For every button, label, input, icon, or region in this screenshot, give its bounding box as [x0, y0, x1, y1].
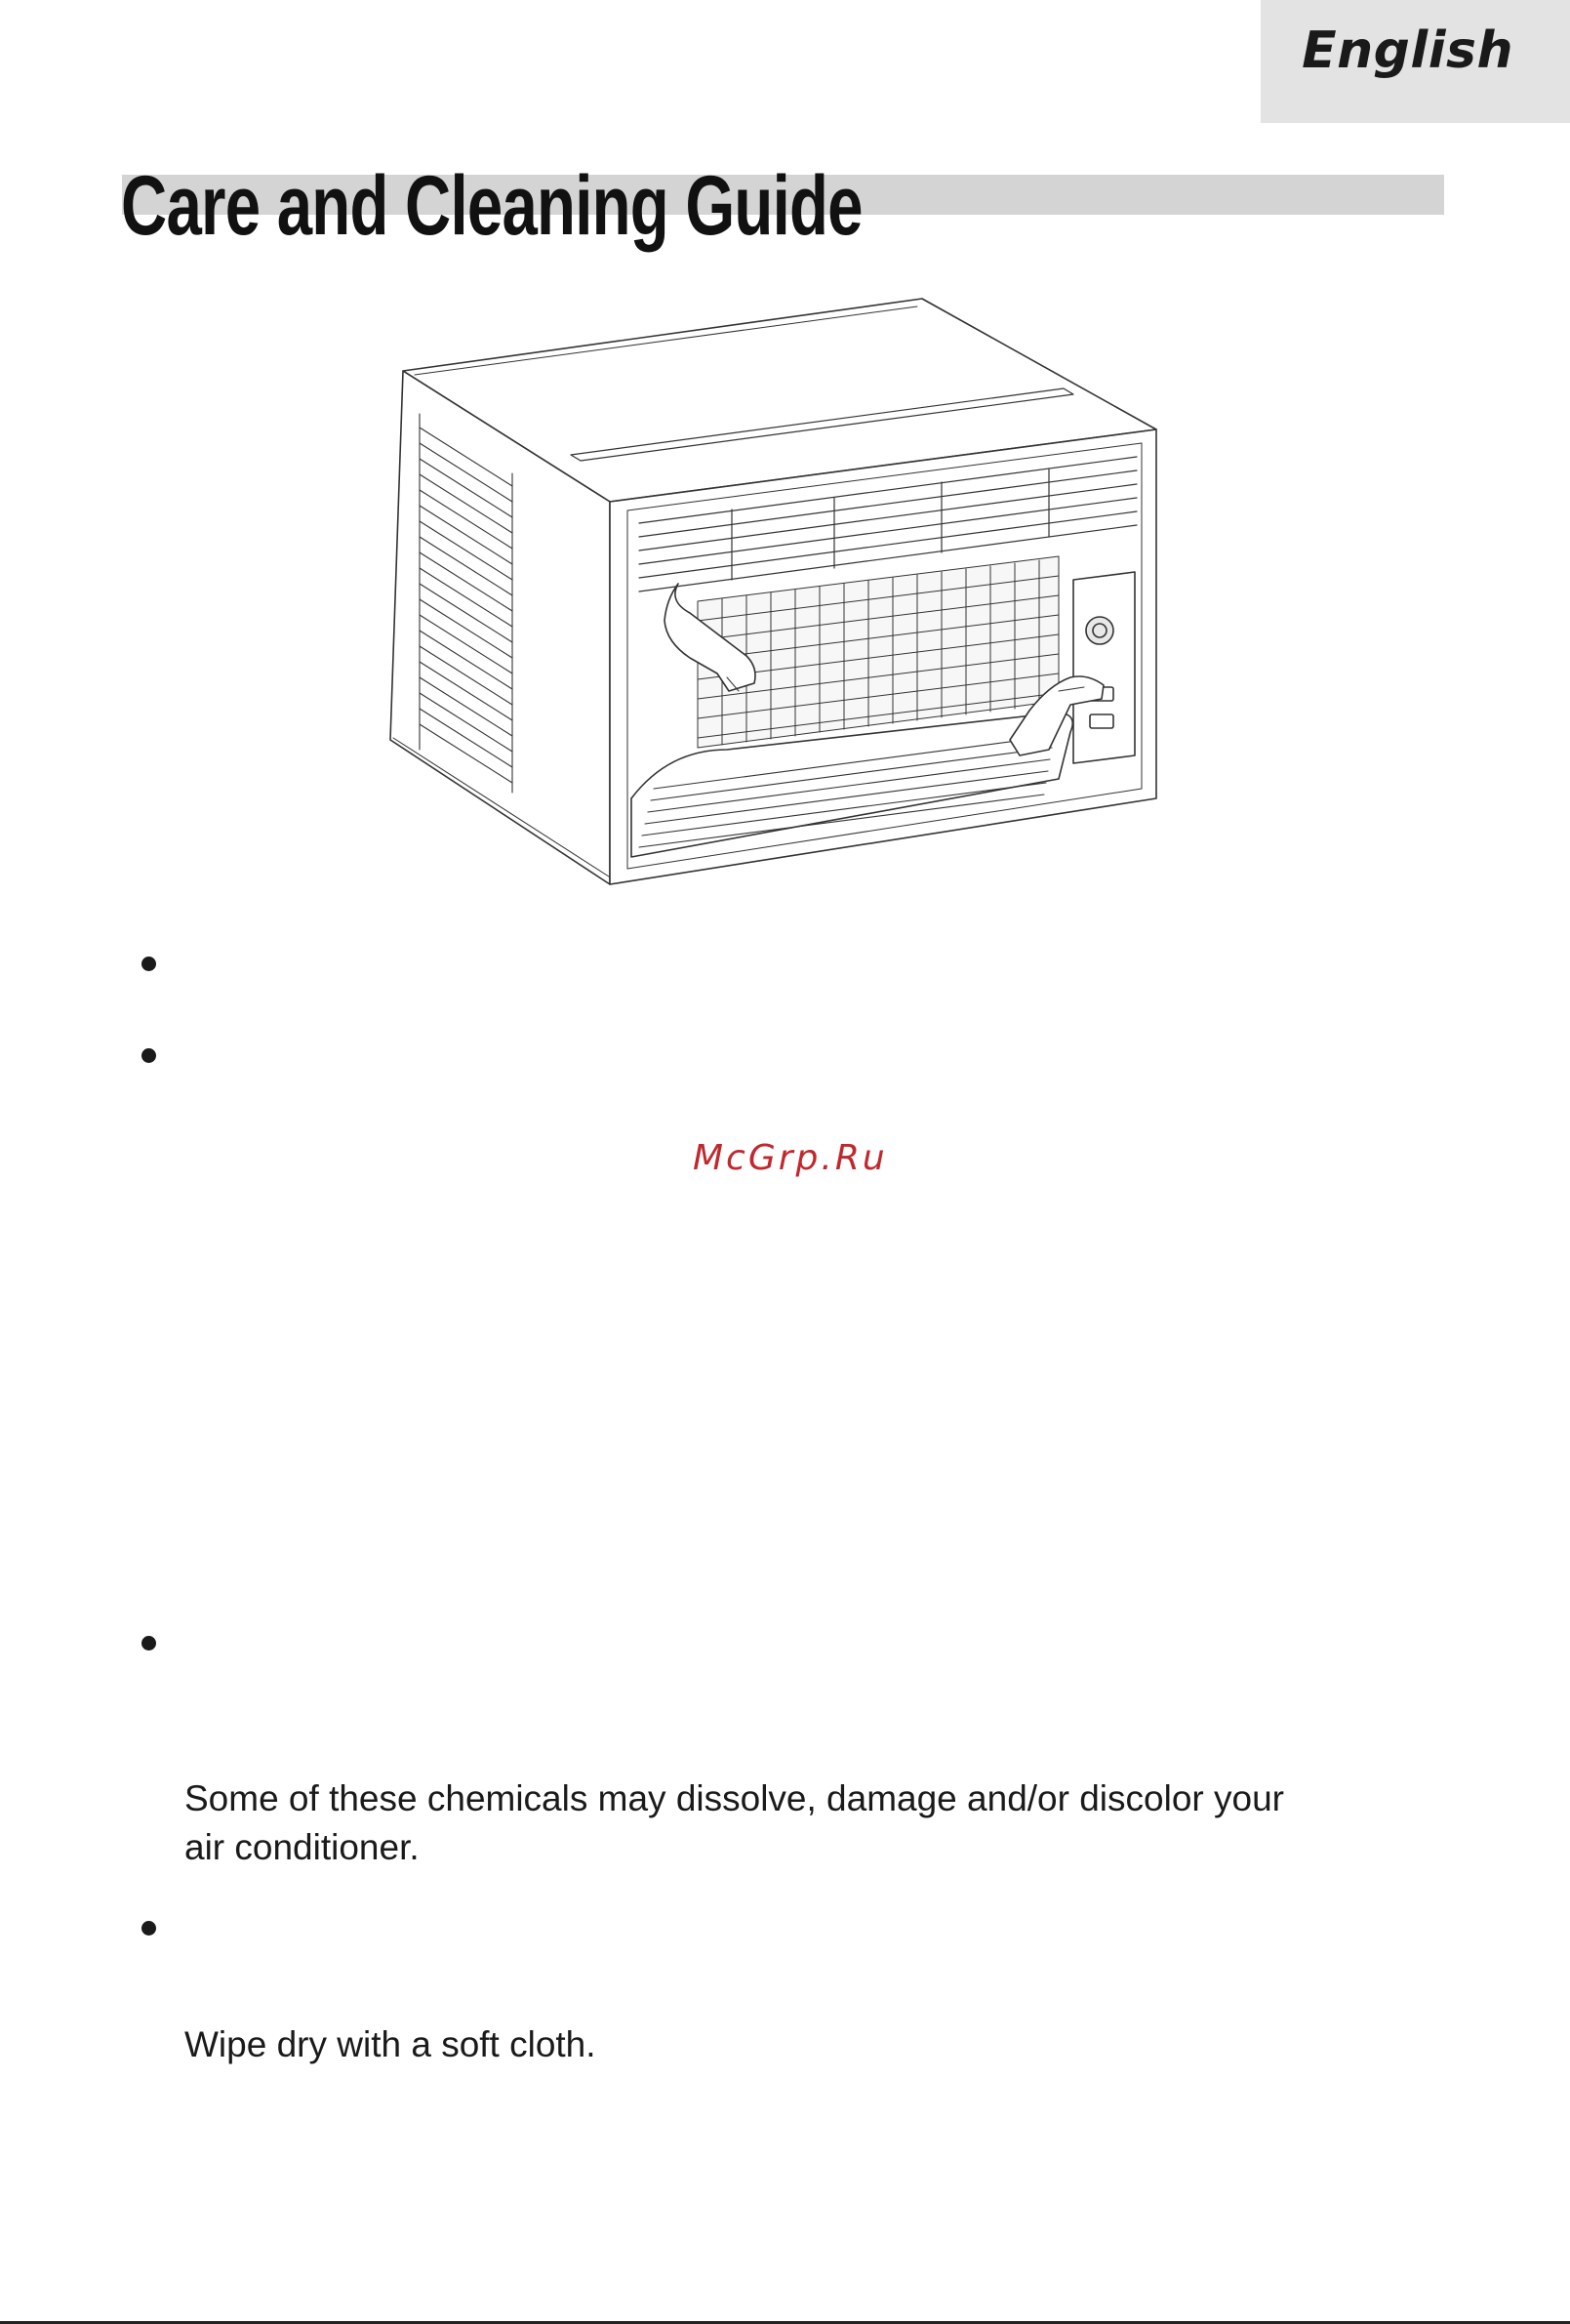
page-title: Care and Cleaning Guide	[121, 159, 863, 253]
bullet-marker	[141, 1921, 156, 1936]
control-knob	[1086, 617, 1113, 644]
language-tab	[1261, 0, 1570, 123]
note-line: Some of these chemicals may dissolve, damage and/or discolor your	[184, 1778, 1284, 1818]
watermark: McGrp.Ru	[693, 1138, 888, 1178]
bullet-marker	[141, 1048, 156, 1063]
note-line: air conditioner.	[184, 1827, 420, 1867]
air-conditioner-illustration	[376, 291, 1171, 891]
language-label: English	[1302, 21, 1513, 80]
note-text	[184, 1774, 1284, 1872]
note-line: Wipe dry with a soft cloth.	[184, 2024, 596, 2064]
note-text	[184, 2020, 596, 2069]
control-panel	[1073, 572, 1135, 763]
bullet-marker	[141, 1636, 156, 1651]
bullet-marker	[141, 957, 156, 971]
